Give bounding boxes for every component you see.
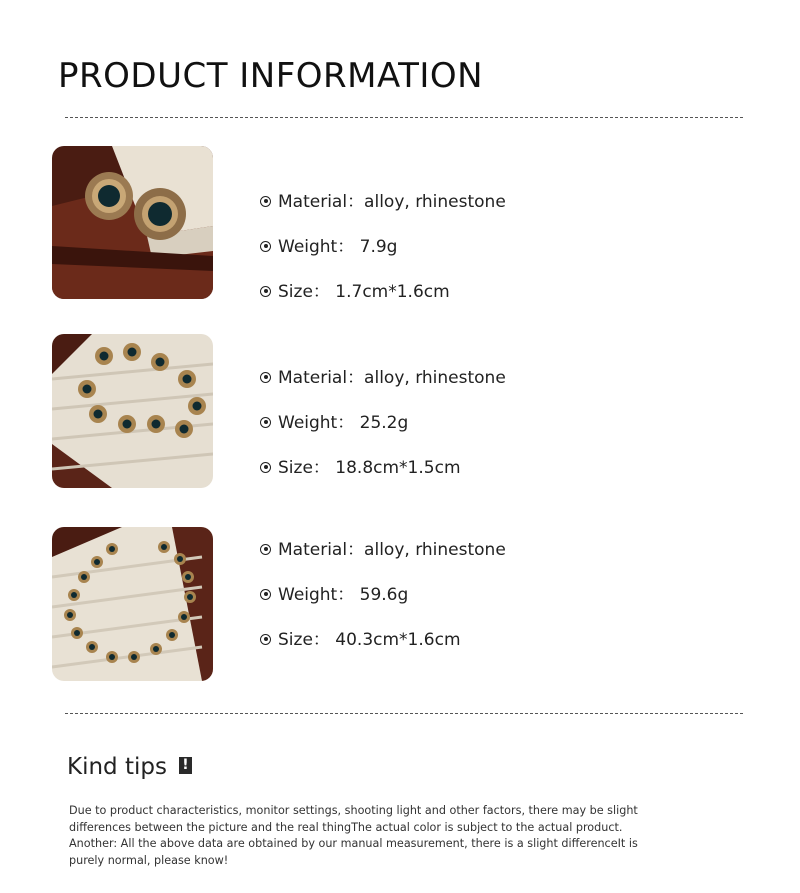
kind-tips-heading: Kind tips !	[67, 752, 192, 782]
exclamation-icon: !	[179, 757, 192, 774]
product-3-material: Material：alloy, rhinestone	[260, 539, 506, 561]
bracelet-image	[52, 334, 213, 488]
product-3-weight: Weight： 59.6g	[260, 584, 408, 606]
product-1-material: Material：alloy, rhinestone	[260, 191, 506, 213]
bullet-icon	[260, 544, 271, 555]
product-1-weight: Weight： 7.9g	[260, 236, 397, 258]
product-2-weight: Weight： 25.2g	[260, 412, 408, 434]
product-2-material: Material：alloy, rhinestone	[260, 367, 506, 389]
bullet-icon	[260, 196, 271, 207]
page-title: PRODUCT INFORMATION	[58, 56, 484, 96]
product-3-size: Size： 40.3cm*1.6cm	[260, 629, 461, 651]
bullet-icon	[260, 634, 271, 645]
bullet-icon	[260, 417, 271, 428]
product-1-size: Size： 1.7cm*1.6cm	[260, 281, 450, 303]
bullet-icon	[260, 589, 271, 600]
kind-tips-text: Due to product characteristics, monitor settings, shooting light and other factors, there may be slight differences between the picture and the real thingThe actual color is subject to the actual product. Another: All the above data are obtained by our manual measurement, there is a slight differenceIt is purely normal, please know!	[69, 804, 638, 867]
bullet-icon	[260, 241, 271, 252]
bottom-divider	[65, 713, 743, 714]
earrings-image	[52, 146, 213, 299]
bullet-icon	[260, 372, 271, 383]
bullet-icon	[260, 286, 271, 297]
bullet-icon	[260, 462, 271, 473]
necklace-image	[52, 527, 213, 681]
top-divider	[65, 117, 743, 118]
product-2-size: Size： 18.8cm*1.5cm	[260, 457, 461, 479]
